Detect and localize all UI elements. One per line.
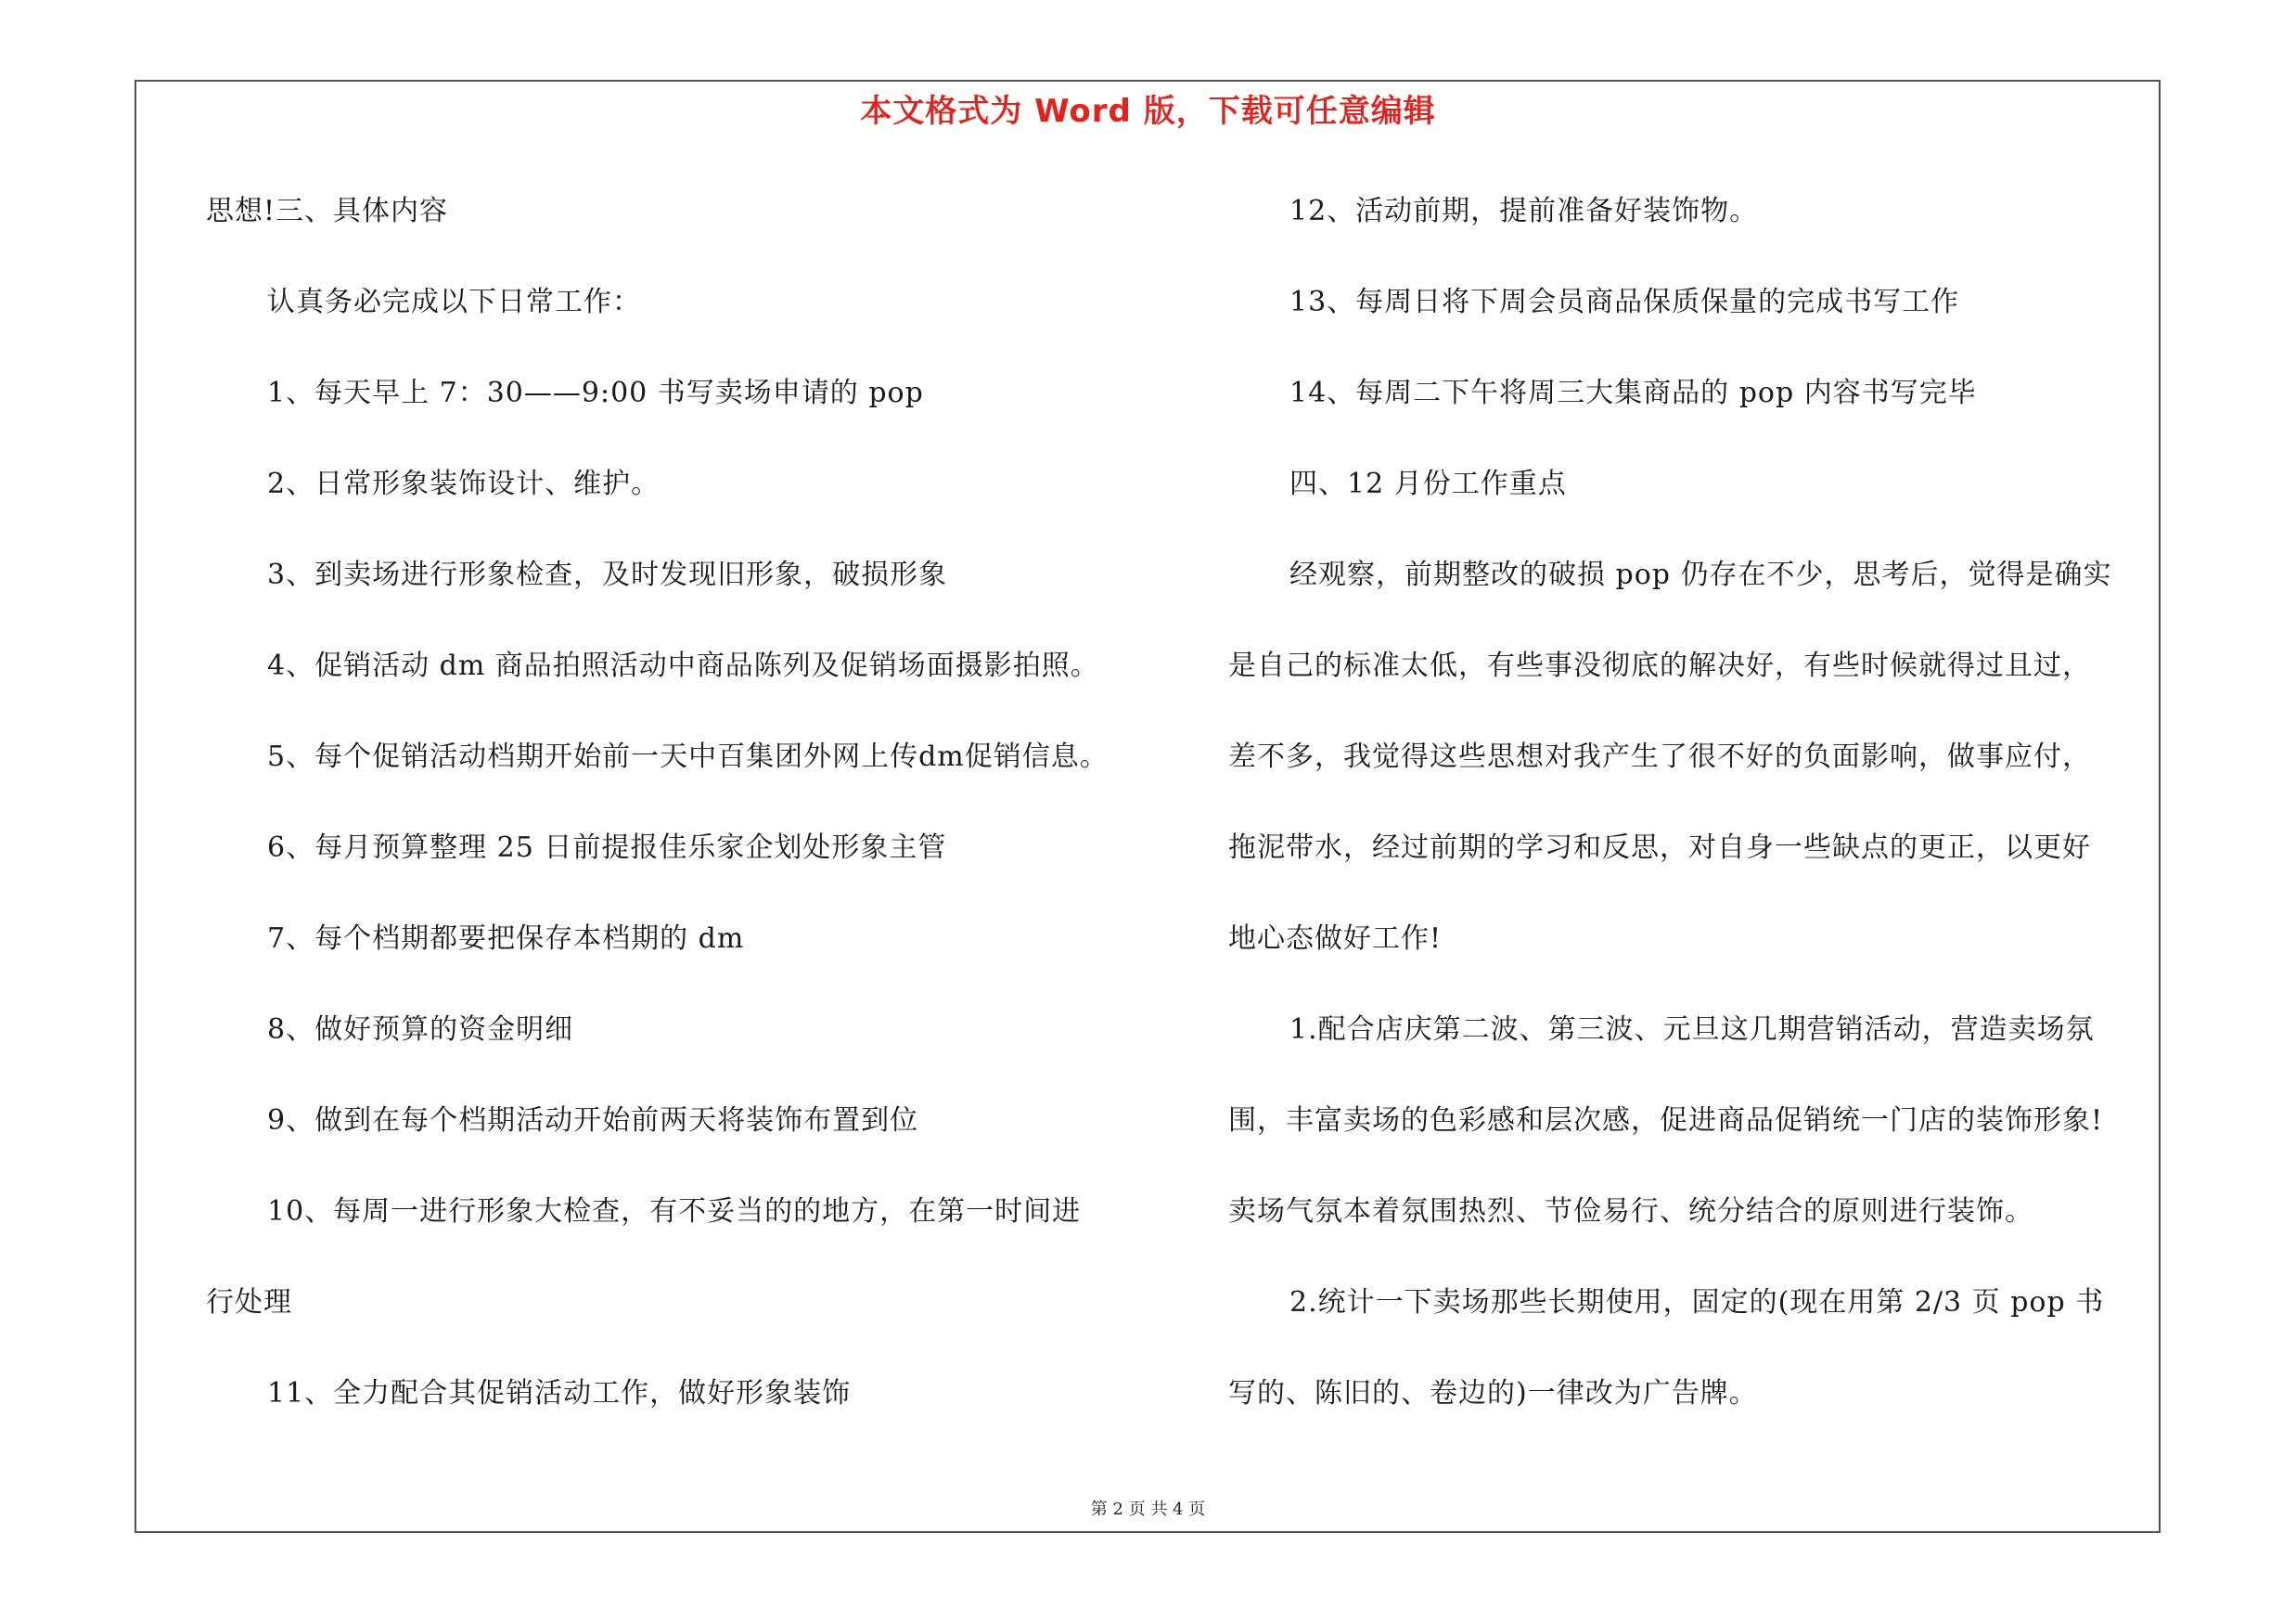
right-line-7: 差不多，我觉得这些思想对我产生了很不好的负面影响，做事应付，	[1228, 741, 2091, 773]
right-line-4: 四、12 月份工作重点	[1289, 468, 1567, 500]
right-line-14: 写的、陈旧的、卷边的)一律改为广告牌。	[1228, 1377, 1758, 1410]
left-line-12: 10、每周一进行形象大检查，有不妥当的的地方，在第一时间进	[267, 1195, 1082, 1228]
right-line-10: 1.配合店庆第二波、第三波、元旦这几期营销活动，营造卖场氛	[1289, 1013, 2095, 1046]
right-line-6: 是自己的标准太低，有些事没彻底的解决好，有些时候就得过且过，	[1228, 650, 2091, 682]
right-line-12: 卖场气氛本着氛围热烈、节俭易行、统分结合的原则进行装饰。	[1228, 1195, 2033, 1228]
right-line-3: 14、每周二下午将周三大集商品的 pop 内容书写完毕	[1289, 377, 1977, 409]
left-line-4: 2、日常形象装饰设计、维护。	[267, 468, 661, 500]
right-line-13: 2.统计一下卖场那些长期使用，固定的(现在用第 2/3 页 pop 书	[1289, 1286, 2105, 1319]
left-line-3: 1、每天早上 7：30——9:00 书写卖场申请的 pop	[267, 377, 924, 409]
left-line-6: 4、促销活动 dm 商品拍照活动中商品陈列及促销场面摄影拍照。	[267, 650, 1099, 682]
right-line-2: 13、每周日将下周会员商品保质保量的完成书写工作	[1289, 286, 1960, 318]
left-line-7: 5、每个促销活动档期开始前一天中百集团外网上传dm促销信息。	[267, 741, 1109, 773]
left-line-8: 6、每月预算整理 25 日前提报佳乐家企划处形象主管	[267, 831, 947, 864]
left-line-2: 认真务必完成以下日常工作：	[267, 286, 641, 318]
left-line-11: 9、做到在每个档期活动开始前两天将装饰布置到位	[267, 1104, 919, 1137]
format-banner: 本文格式为 Word 版，下载可任意编辑	[860, 93, 1436, 130]
right-line-1: 12、活动前期，提前准备好装饰物。	[1289, 195, 1759, 227]
left-line-13: 行处理	[206, 1286, 292, 1319]
right-line-8: 拖泥带水，经过前期的学习和反思，对自身一些缺点的更正，以更好	[1228, 831, 2091, 864]
left-line-10: 8、做好预算的资金明细	[267, 1013, 574, 1046]
right-line-9: 地心态做好工作!	[1228, 922, 1443, 955]
right-line-11: 围，丰富卖场的色彩感和层次感，促进商品促销统一门店的装饰形象!	[1228, 1104, 2104, 1137]
page-number: 第 2 页 共 4 页	[1090, 1500, 1206, 1519]
left-line-5: 3、到卖场进行形象检查，及时发现旧形象，破损形象	[267, 559, 948, 591]
right-line-5: 经观察，前期整改的破损 pop 仍存在不少，思考后，觉得是确实	[1289, 559, 2112, 591]
left-line-9: 7、每个档期都要把保存本档期的 dm	[267, 922, 745, 955]
left-line-1: 思想!三、具体内容	[206, 195, 449, 227]
left-line-14: 11、全力配合其促销活动工作，做好形象装饰	[267, 1377, 852, 1410]
